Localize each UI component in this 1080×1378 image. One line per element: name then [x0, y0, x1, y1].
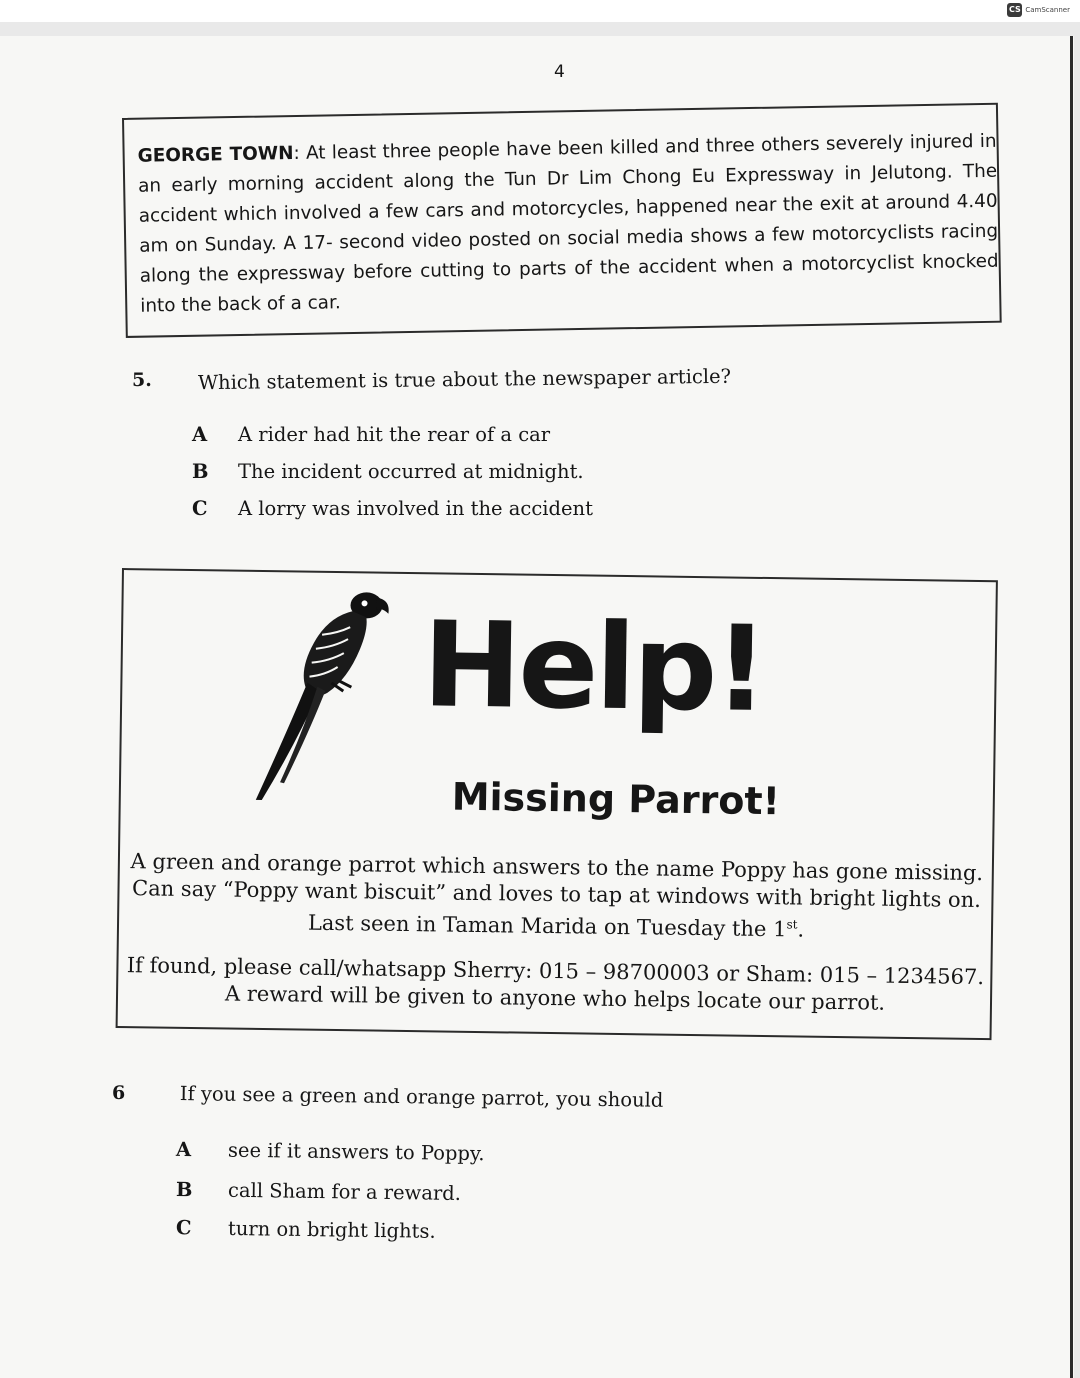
parrot-icon — [246, 582, 399, 804]
question-6-option-a[interactable] — [176, 1138, 485, 1165]
poster-description — [123, 848, 990, 946]
option-text: A rider had hit the rear of a car — [238, 423, 551, 446]
missing-parrot-poster — [116, 568, 998, 1040]
newspaper-article — [122, 103, 1002, 338]
scanner-top-bar — [0, 0, 1080, 22]
description-superscript: st — [786, 917, 798, 932]
page-edge — [1070, 36, 1073, 1378]
question-5-option-c[interactable] — [192, 497, 593, 520]
question-5-number: 5. — [132, 369, 152, 391]
poster-subtitle: Missing Parrot! — [451, 774, 781, 824]
page-number: 4 — [554, 62, 565, 82]
option-letter: A — [192, 423, 208, 446]
article-body: : At least three people have been killed and three others severely injured in an early morning accident along the Tun Dr Lim Chong Eu Expressway in Jelutong. The accident which involved a few cars and motorcycles, happened near the exit at around 4.40 am on Sunday. A 17- second video posted on social media shows a few motorcyclists racing along the expressway before cutting to parts of the accident when a motorcyclist knocked into the back of a car. — [138, 130, 999, 317]
option-letter: C — [175, 1216, 192, 1240]
question-5-option-b[interactable] — [192, 460, 584, 483]
option-letter: C — [192, 497, 208, 520]
question-6-option-b[interactable] — [176, 1178, 461, 1205]
option-text: The incident occurred at midnight. — [238, 460, 584, 483]
option-letter: A — [175, 1137, 192, 1162]
article-dateline: GEORGE TOWN — [137, 143, 294, 167]
description-end: . — [797, 917, 805, 942]
option-text: call Sham for a reward. — [227, 1178, 462, 1205]
question-6-text: If you see a green and orange parrot, you should — [179, 1082, 664, 1112]
option-text: turn on bright lights. — [227, 1216, 436, 1243]
option-letter: B — [175, 1178, 193, 1202]
description-text: A green and orange parrot which answers to the name Poppy has gone missing. Can say “Poppy want biscuit” and loves to tap at windows with bright lights on. Last seen in Taman Marida on Tuesday the 1 — [130, 849, 984, 942]
camscanner-logo-icon: CS — [1007, 3, 1022, 17]
question-5-option-a[interactable] — [192, 423, 550, 446]
question-5-text: Which statement is true about the newspaper article? — [197, 364, 732, 395]
question-6-option-c[interactable] — [176, 1216, 436, 1243]
poster-contact — [122, 952, 989, 1018]
question-6-number: 6 — [112, 1082, 126, 1104]
option-letter: B — [192, 460, 209, 483]
option-text: see if it answers to Poppy. — [227, 1138, 485, 1166]
reward-notice: A reward will be given to anyone who helps locate our parrot. — [224, 981, 886, 1015]
camscanner-label: CamScanner — [1025, 6, 1070, 14]
poster-headline: Help! — [421, 595, 767, 738]
camscanner-watermark — [1007, 3, 1070, 17]
contact-numbers: If found, please call/whatsapp Sherry: 015 – 98700003 or Sham: 015 – 1234567. — [126, 953, 985, 990]
option-text: A lorry was involved in the accident — [238, 497, 593, 520]
